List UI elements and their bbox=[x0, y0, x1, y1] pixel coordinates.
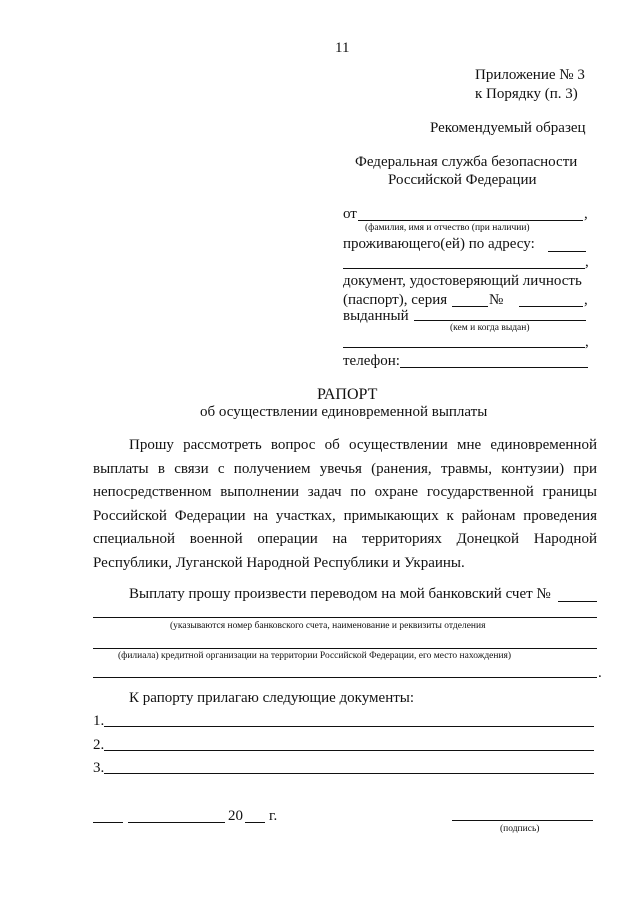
attachment-line-2 bbox=[104, 750, 594, 751]
passport-number-label: № bbox=[489, 292, 504, 308]
from-label: от bbox=[343, 206, 357, 222]
appendix-line-1: Приложение № 3 bbox=[475, 67, 585, 83]
address-line bbox=[343, 268, 585, 269]
document-subtitle: об осуществлении единовременной выплаты bbox=[200, 404, 488, 420]
addressee-line-2: Российской Федерации bbox=[388, 172, 537, 188]
attachments-heading: К рапорту прилагаю следующие документы: bbox=[129, 690, 415, 706]
bank-details-end-dot: . bbox=[598, 665, 602, 681]
passport-series-line bbox=[452, 306, 488, 307]
addressee-line-1: Федеральная служба безопасности bbox=[355, 154, 578, 170]
address-line-inline bbox=[548, 251, 586, 252]
bank-details-line-1 bbox=[93, 617, 597, 618]
page-number: 11 bbox=[335, 40, 350, 56]
body-paragraph bbox=[93, 434, 597, 576]
attachment-number-1: 1. bbox=[93, 713, 105, 729]
id-document-label: документ, удостоверяющий личность bbox=[343, 273, 582, 289]
issued-label: выданный bbox=[343, 308, 409, 324]
account-number-line bbox=[558, 601, 597, 602]
payment-text: Выплату прошу произвести переводом на мой банковский счет № bbox=[129, 586, 551, 602]
fio-line bbox=[358, 220, 583, 221]
attachment-line-1 bbox=[104, 726, 594, 727]
issued-comma: , bbox=[585, 334, 589, 350]
address-comma: , bbox=[585, 254, 589, 270]
date-year-prefix: 20 bbox=[228, 808, 243, 824]
bank-details-hint-1: (указываются номер банковского счета, наименование и реквизиты отделения bbox=[170, 621, 486, 631]
attachment-number-3: 3. bbox=[93, 760, 105, 776]
passport-comma: , bbox=[584, 292, 588, 308]
document-title: РАПОРТ bbox=[317, 386, 378, 403]
bank-details-line-2 bbox=[93, 648, 597, 649]
date-year-suffix: г. bbox=[269, 808, 278, 824]
issued-line bbox=[414, 320, 586, 321]
attachment-line-3 bbox=[104, 773, 594, 774]
sample-label: Рекомендуемый образец bbox=[430, 120, 586, 136]
issued-line-2 bbox=[343, 347, 585, 348]
date-year-line bbox=[245, 822, 265, 823]
signature-line bbox=[452, 820, 593, 821]
appendix-line-2: к Порядку (п. 3) bbox=[475, 86, 578, 102]
phone-label: телефон: bbox=[343, 353, 400, 369]
date-month-line bbox=[128, 822, 225, 823]
body-text: Прошу рассмотреть вопрос об осуществлении мне единовременной выплаты в связи с получением увечья (ранения, травмы, контузии) при непосредственном выполнении задач по охране государственной границы Российской Федерации на участках, примыкающих к районам проведения специальной военной операции на территориях Донецкой Народной Республики, Луганской Народной Республики и Украины. bbox=[93, 437, 597, 571]
passport-number-line bbox=[519, 306, 583, 307]
passport-series-label: (паспорт), серия bbox=[343, 292, 448, 308]
address-label: проживающего(ей) по адресу: bbox=[343, 236, 535, 252]
bank-details-hint-2: (филиала) кредитной организации на территории Российской Федерации, его место нахождения) bbox=[118, 651, 512, 661]
from-comma: , bbox=[584, 206, 588, 222]
bank-details-line-3 bbox=[93, 677, 597, 678]
signature-hint: (подпись) bbox=[500, 824, 540, 834]
date-day-line bbox=[93, 822, 123, 823]
issued-hint: (кем и когда выдан) bbox=[450, 323, 530, 333]
fio-hint: (фамилия, имя и отчество (при наличии) bbox=[365, 223, 530, 233]
phone-line bbox=[400, 367, 588, 368]
attachment-number-2: 2. bbox=[93, 737, 105, 753]
